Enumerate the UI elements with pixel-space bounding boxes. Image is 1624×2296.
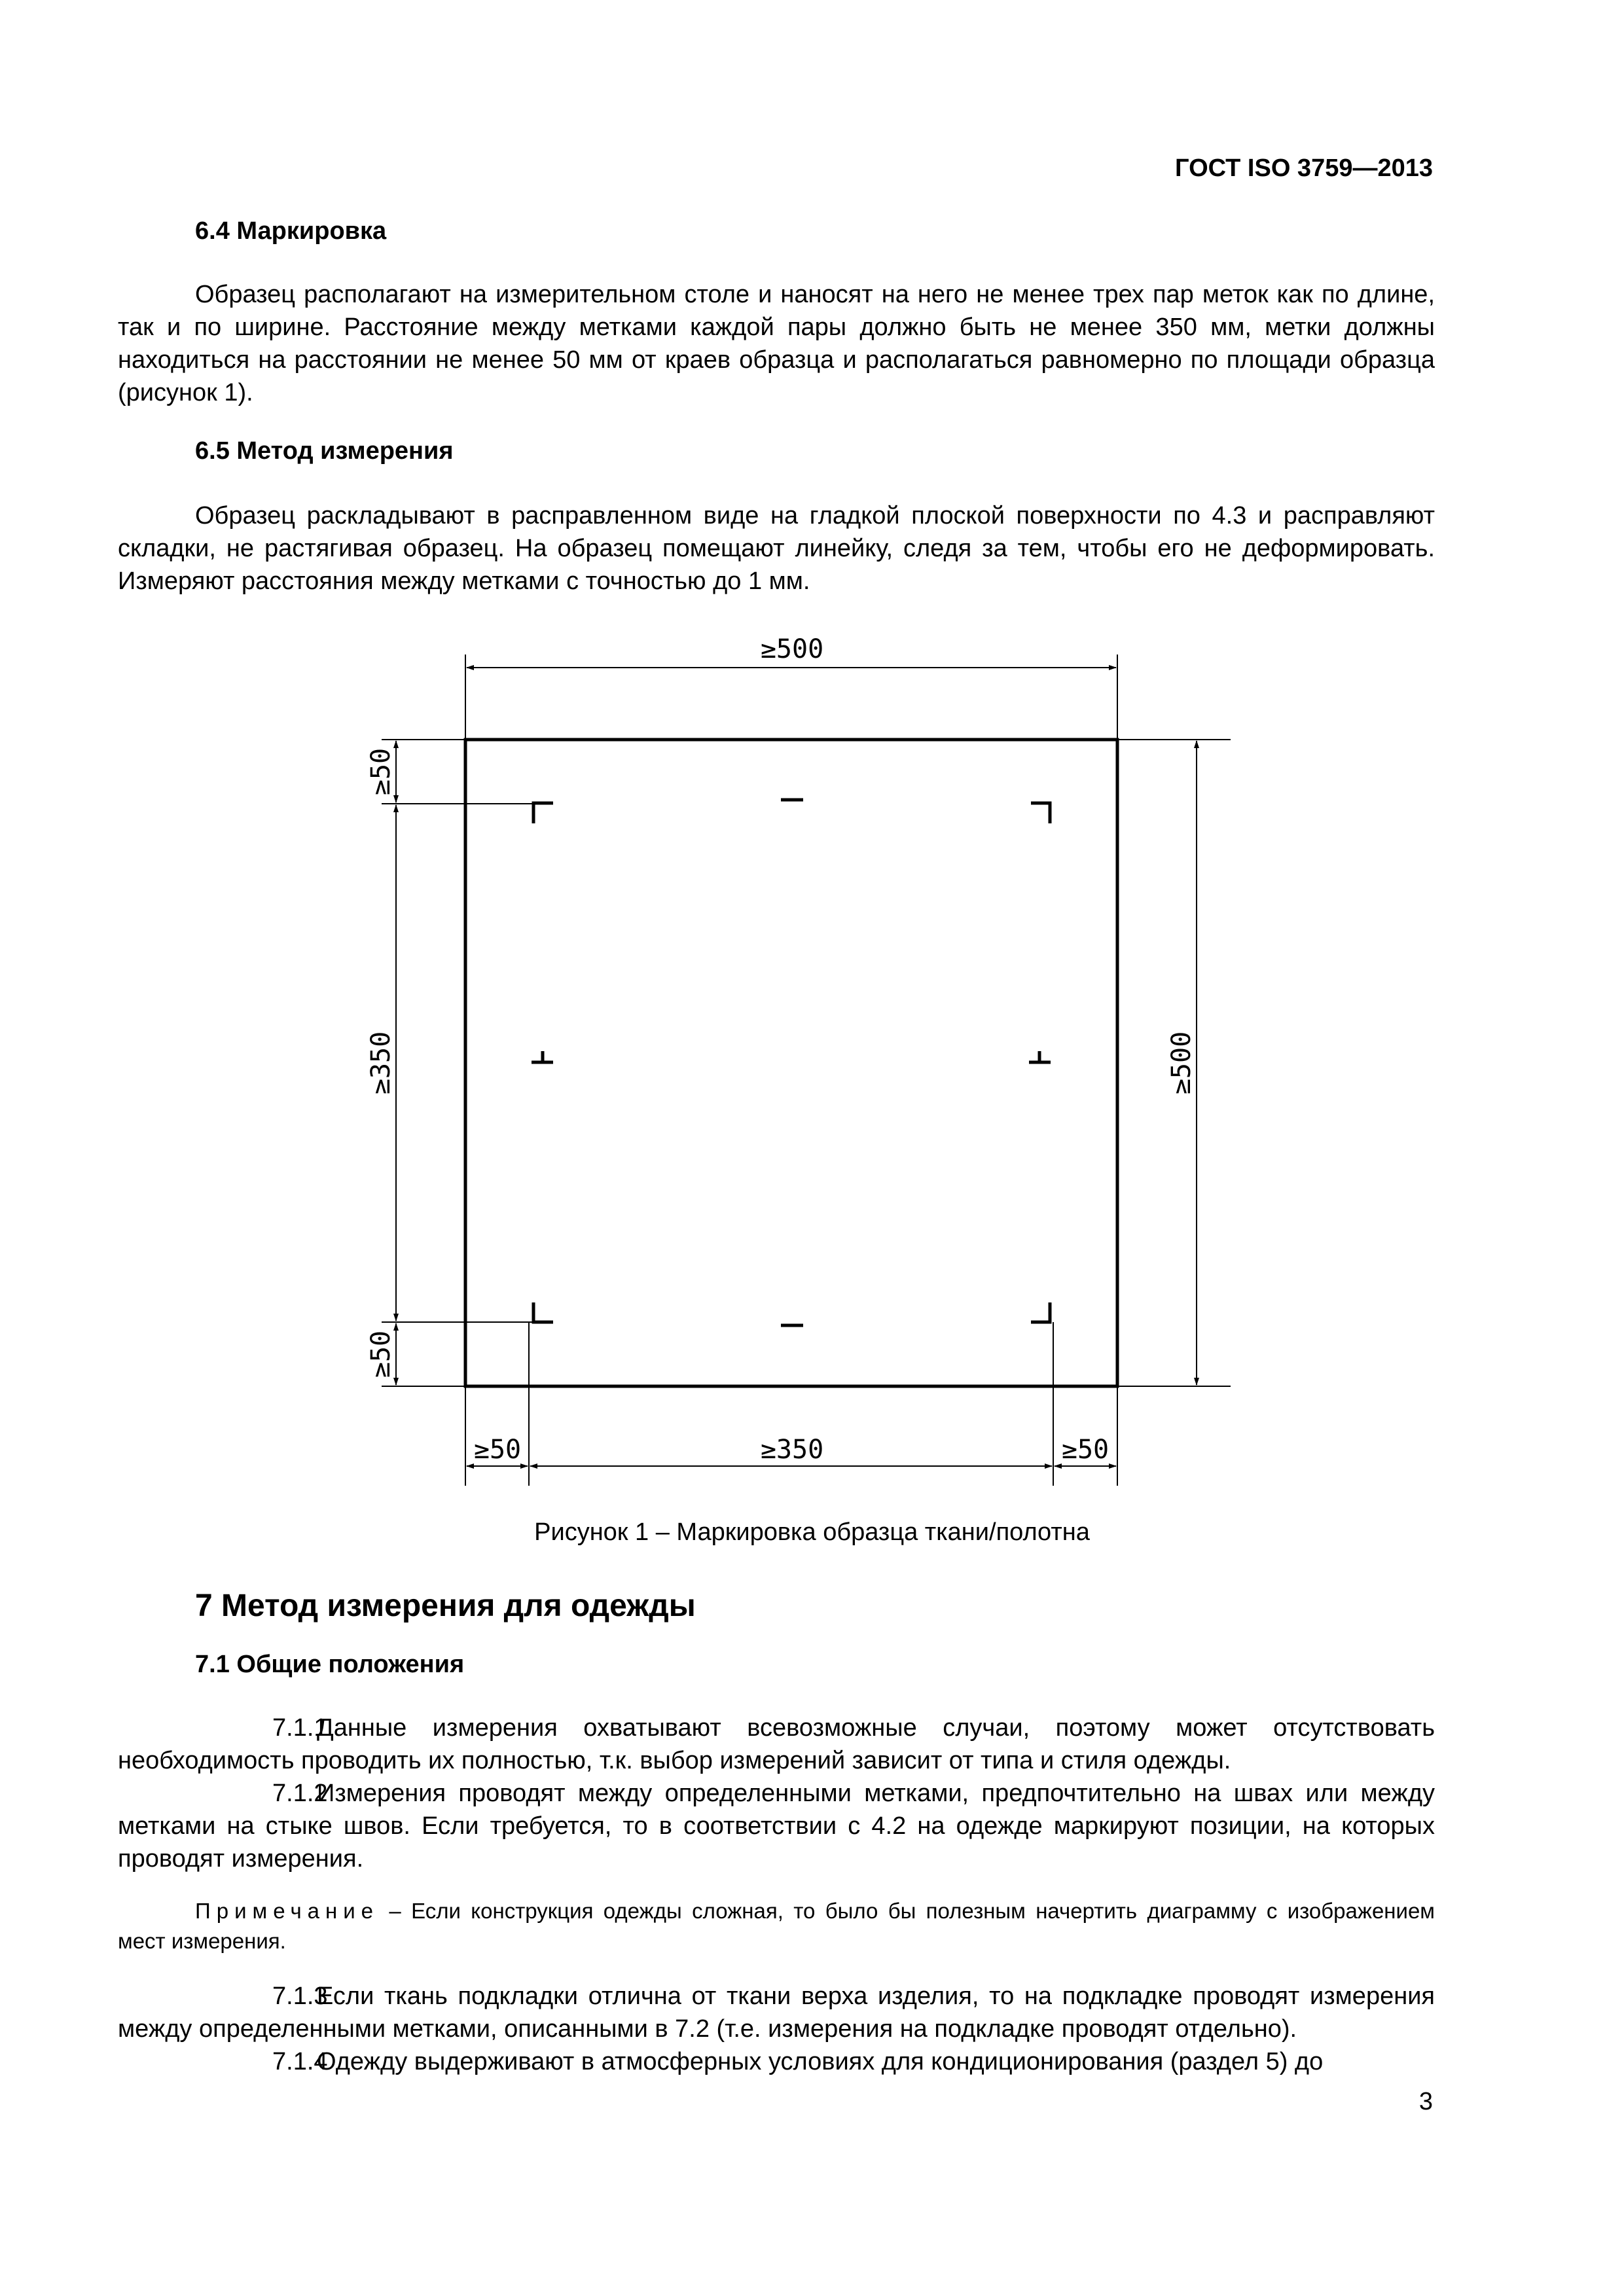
document-code: ГОСТ ISO 3759—2013 — [1175, 154, 1433, 182]
mark-top-right — [1031, 803, 1050, 823]
paragraph-text: Измерения проводят между определенными метками, предпочтительно на швах или между метками на стыке швов. Если требуется, то в соответствии с 4.2 на одежде маркируют позиции, на которых проводят измерения. — [118, 1780, 1435, 1873]
dim-label-bottom-mid: ≥350 — [760, 1435, 824, 1465]
paragraph-text: Данные измерения охватывают всевозможные случаи, поэтому может отсутствовать необходимость проводить их полностью, т.к. выбор измерений зависит от типа и стиля одежды. — [118, 1714, 1435, 1774]
mark-top-left — [533, 803, 553, 823]
page-number: 3 — [1418, 2088, 1433, 2115]
note-label: Примечание — [195, 1899, 380, 1923]
paragraph-7-1-1 — [118, 1712, 1435, 1777]
paragraph-text: Одежду выдерживают в атмосферных условиях для кондиционирования (раздел 5) до — [317, 2048, 1324, 2075]
mark-bottom-left — [533, 1302, 553, 1322]
paragraph-number: 7.1.2 — [272, 1780, 328, 1807]
paragraph-number: 7.1.1 — [272, 1714, 328, 1742]
section-7-1-title: 7.1 Общие положения — [195, 1651, 465, 1678]
paragraph-text: Если ткань подкладки отлична от ткани верха изделия, то на подкладке проводят измерения между определенными метками, описанными в 7.2 (т.е. измерения на подкладке проводят отдельно). — [118, 1982, 1435, 2043]
dim-label-left-top: ≥50 — [366, 747, 396, 796]
mark-bottom-right — [1031, 1302, 1050, 1322]
sample-outline — [465, 740, 1117, 1386]
section-6-5-text: Образец раскладывают в расправленном виде на гладкой плоской поверхности по 4.3 и расправляют складки, не растягивая образец. На образец помещают линейку, следя за тем, чтобы его не деформировать. Измеряют расстояния между метками с точностью до 1 мм. — [118, 502, 1435, 595]
figure-caption: Рисунок 1 – Маркировка образца ткани/полотна — [534, 1518, 1090, 1546]
note-text: – Если конструкция одежды сложная, то было бы полезным начертить диаграмму с изображением мест измерения. — [118, 1899, 1435, 1953]
note — [118, 1896, 1435, 1956]
dim-label-left-mid: ≥350 — [366, 1031, 396, 1095]
dim-label-top: ≥500 — [760, 634, 824, 664]
measurement-marks — [532, 800, 1051, 1325]
dim-label-bottom-left: ≥50 — [473, 1435, 522, 1465]
paragraph-7-1-3 — [118, 1980, 1435, 2045]
section-7-title: 7 Метод измерения для одежды — [195, 1588, 696, 1623]
dim-label-left-bottom: ≥50 — [366, 1330, 396, 1378]
paragraph-7-1-2 — [118, 1777, 1435, 1875]
paragraph-7-1-4 — [118, 2045, 1435, 2078]
mark-mid-left — [532, 1051, 553, 1062]
mark-mid-right — [1029, 1051, 1051, 1062]
extension-lines — [382, 655, 1231, 1486]
section-6-4-title: 6.4 Маркировка — [195, 217, 387, 245]
paragraph-number: 7.1.4 — [272, 2048, 328, 2075]
section-6-4-text: Образец располагают на измерительном столе и наносят на него не менее трех пар меток как по длине, так и по ширине. Расстояние между метками каждой пары должно быть не менее 350 мм, метки должны находиться на расстоянии не менее 50 мм от краев образца и располагаться равномерно по площади образца (рисунок 1). — [118, 281, 1435, 406]
section-6-5-title: 6.5 Метод измерения — [195, 437, 454, 465]
paragraph-number: 7.1.3 — [272, 1982, 328, 2010]
dim-label-right: ≥500 — [1166, 1031, 1197, 1095]
dim-label-bottom-right: ≥50 — [1061, 1435, 1110, 1465]
